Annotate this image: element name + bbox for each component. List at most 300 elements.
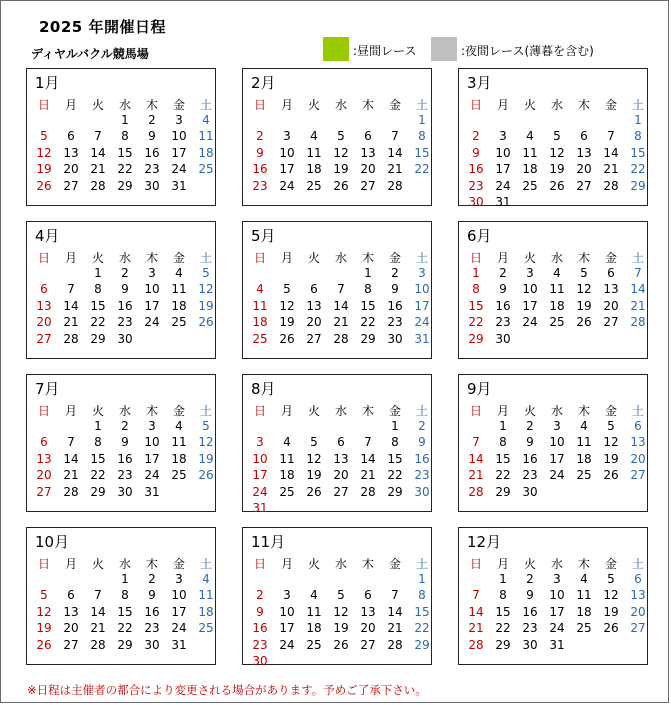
day-cell: 25 xyxy=(198,621,214,636)
month-calendar xyxy=(458,374,648,512)
day-cell: 7 xyxy=(391,588,399,603)
day-cell: 30 xyxy=(144,178,160,193)
day-cell: 28 xyxy=(63,331,79,346)
day-cell: 15 xyxy=(117,604,133,619)
weekday-header: 土 xyxy=(631,98,644,112)
day-cell: 21 xyxy=(333,315,349,330)
day-cell: 7 xyxy=(94,129,102,144)
day-cell: 6 xyxy=(67,129,75,144)
day-cell: 20 xyxy=(630,604,646,619)
weekday-header: 月 xyxy=(280,404,293,418)
day-cell: 19 xyxy=(603,604,619,619)
weekday-header: 水 xyxy=(334,98,347,112)
day-cell: 28 xyxy=(468,484,484,499)
day-cell: 31 xyxy=(144,484,160,499)
day-cell: 9 xyxy=(391,282,399,297)
day-cell: 21 xyxy=(468,468,484,483)
day-cell: 22 xyxy=(495,468,511,483)
day-cell: 7 xyxy=(67,282,75,297)
day-cell: 24 xyxy=(252,484,268,499)
day-cell: 24 xyxy=(171,621,187,636)
day-cell: 31 xyxy=(495,195,511,209)
day-cell: 28 xyxy=(90,178,106,193)
day-cell: 13 xyxy=(576,145,592,160)
day-cell: 29 xyxy=(468,331,484,346)
day-cell: 19 xyxy=(333,162,349,177)
day-cell: 5 xyxy=(202,419,210,433)
day-cell: 16 xyxy=(117,451,133,466)
weekday-header: 土 xyxy=(415,251,428,265)
weekday-header: 火 xyxy=(307,98,320,112)
day-cell: 26 xyxy=(576,315,592,330)
day-cell: 14 xyxy=(387,145,403,160)
day-cell: 30 xyxy=(117,331,133,346)
weekday-header: 月 xyxy=(64,404,77,418)
day-cell: 15 xyxy=(495,451,511,466)
weekday-header: 月 xyxy=(496,98,509,112)
month-title: 2月 xyxy=(251,74,276,92)
day-cell: 16 xyxy=(144,604,160,619)
day-cell: 19 xyxy=(549,162,565,177)
weekday-header: 水 xyxy=(334,404,347,418)
day-cell: 30 xyxy=(117,484,133,499)
weekday-header: 金 xyxy=(604,251,617,265)
day-cell: 3 xyxy=(148,266,156,280)
day-cell: 13 xyxy=(63,145,79,160)
weekday-header: 日 xyxy=(469,404,482,418)
day-cell: 8 xyxy=(121,588,129,603)
day-cell: 23 xyxy=(252,637,268,652)
day-cell: 4 xyxy=(580,419,588,433)
day-cell: 8 xyxy=(472,282,480,297)
day-cell: 25 xyxy=(171,315,187,330)
day-cell: 1 xyxy=(94,266,102,280)
day-cell: 14 xyxy=(63,298,79,313)
day-cell: 23 xyxy=(387,315,403,330)
night-race-swatch xyxy=(431,37,457,61)
day-cell: 30 xyxy=(522,484,538,499)
day-cell: 27 xyxy=(306,331,322,346)
day-cell: 3 xyxy=(553,572,561,586)
day-cell: 5 xyxy=(337,129,345,144)
day-cell: 6 xyxy=(310,282,318,297)
weekday-header: 金 xyxy=(388,98,401,112)
day-cell: 9 xyxy=(148,588,156,603)
month-calendar xyxy=(26,221,216,359)
weekday-header: 火 xyxy=(523,557,536,571)
day-cell: 29 xyxy=(90,331,106,346)
day-cell: 18 xyxy=(576,451,592,466)
day-cell: 9 xyxy=(499,282,507,297)
weekday-header: 木 xyxy=(145,98,158,112)
month-title: 8月 xyxy=(251,380,276,398)
day-cell: 27 xyxy=(36,484,52,499)
day-cell: 16 xyxy=(522,604,538,619)
weekday-header: 月 xyxy=(64,557,77,571)
day-cell: 4 xyxy=(310,129,318,144)
day-cell: 23 xyxy=(252,178,268,193)
day-cell: 17 xyxy=(279,621,295,636)
day-cell: 3 xyxy=(418,266,426,280)
day-cell: 11 xyxy=(279,451,295,466)
weekday-header: 火 xyxy=(307,404,320,418)
weekday-header: 土 xyxy=(199,404,212,418)
day-cell: 18 xyxy=(576,604,592,619)
weekday-header: 火 xyxy=(91,557,104,571)
day-cell: 22 xyxy=(414,621,430,636)
month-title: 6月 xyxy=(467,227,492,245)
day-cell: 12 xyxy=(576,282,592,297)
day-cell: 29 xyxy=(414,637,430,652)
day-cell: 16 xyxy=(495,298,511,313)
day-cell: 20 xyxy=(63,621,79,636)
day-cell: 4 xyxy=(283,435,291,450)
day-cell: 11 xyxy=(522,145,538,160)
day-race-label: :昼間レース xyxy=(353,44,417,58)
day-cell: 31 xyxy=(252,501,268,515)
day-cell: 17 xyxy=(171,604,187,619)
day-cell: 24 xyxy=(549,621,565,636)
day-cell: 25 xyxy=(171,468,187,483)
day-cell: 10 xyxy=(549,588,565,603)
day-cell: 1 xyxy=(418,572,426,586)
day-cell: 19 xyxy=(603,451,619,466)
month-calendar xyxy=(26,68,216,206)
day-cell: 15 xyxy=(360,298,376,313)
month-calendar xyxy=(242,221,432,359)
day-cell: 24 xyxy=(144,315,160,330)
day-cell: 20 xyxy=(360,162,376,177)
weekday-header: 火 xyxy=(523,404,536,418)
day-cell: 29 xyxy=(360,331,376,346)
day-cell: 10 xyxy=(279,604,295,619)
day-cell: 17 xyxy=(414,298,430,313)
day-cell: 2 xyxy=(499,266,507,280)
day-cell: 6 xyxy=(364,129,372,144)
day-cell: 14 xyxy=(360,451,376,466)
day-cell: 12 xyxy=(36,145,52,160)
month-title: 12月 xyxy=(467,533,502,551)
day-cell: 29 xyxy=(387,484,403,499)
day-cell: 1 xyxy=(499,572,507,586)
weekday-header: 木 xyxy=(145,404,158,418)
day-cell: 17 xyxy=(171,145,187,160)
day-cell: 18 xyxy=(171,451,187,466)
day-cell: 2 xyxy=(148,113,156,127)
day-cell: 9 xyxy=(256,145,264,160)
day-cell: 2 xyxy=(148,572,156,586)
day-cell: 28 xyxy=(387,178,403,193)
day-cell: 26 xyxy=(333,637,349,652)
weekday-header: 月 xyxy=(496,251,509,265)
day-cell: 11 xyxy=(306,604,322,619)
day-cell: 6 xyxy=(364,588,372,603)
day-cell: 30 xyxy=(468,195,484,209)
day-cell: 8 xyxy=(418,588,426,603)
day-cell: 29 xyxy=(630,178,646,193)
day-cell: 17 xyxy=(252,468,268,483)
day-cell: 19 xyxy=(576,298,592,313)
weekday-header: 金 xyxy=(172,404,185,418)
day-cell: 2 xyxy=(391,266,399,280)
day-cell: 18 xyxy=(306,621,322,636)
day-cell: 6 xyxy=(40,435,48,450)
day-cell: 19 xyxy=(306,468,322,483)
day-cell: 12 xyxy=(36,604,52,619)
day-cell: 30 xyxy=(414,484,430,499)
day-cell: 11 xyxy=(198,129,214,144)
day-cell: 11 xyxy=(576,435,592,450)
day-cell: 5 xyxy=(40,588,48,603)
day-cell: 14 xyxy=(387,604,403,619)
day-cell: 13 xyxy=(360,604,376,619)
day-cell: 27 xyxy=(360,178,376,193)
day-cell: 24 xyxy=(495,178,511,193)
day-cell: 21 xyxy=(387,162,403,177)
day-cell: 11 xyxy=(171,282,187,297)
day-cell: 2 xyxy=(121,266,129,280)
day-cell: 25 xyxy=(576,621,592,636)
day-cell: 16 xyxy=(522,451,538,466)
weekday-header: 火 xyxy=(307,251,320,265)
day-cell: 12 xyxy=(333,604,349,619)
day-cell: 26 xyxy=(198,468,214,483)
weekday-header: 土 xyxy=(415,404,428,418)
day-cell: 25 xyxy=(522,178,538,193)
day-cell: 5 xyxy=(553,129,561,144)
day-cell: 26 xyxy=(36,637,52,652)
day-cell: 19 xyxy=(333,621,349,636)
weekday-header: 木 xyxy=(577,251,590,265)
month-title: 9月 xyxy=(467,380,492,398)
day-cell: 19 xyxy=(36,621,52,636)
day-cell: 3 xyxy=(148,419,156,433)
day-cell: 22 xyxy=(468,315,484,330)
day-cell: 21 xyxy=(63,468,79,483)
day-cell: 31 xyxy=(414,331,430,346)
day-cell: 10 xyxy=(144,435,160,450)
day-cell: 22 xyxy=(117,621,133,636)
day-cell: 12 xyxy=(333,145,349,160)
weekday-header: 木 xyxy=(577,98,590,112)
day-cell: 16 xyxy=(414,451,430,466)
day-cell: 26 xyxy=(36,178,52,193)
day-cell: 28 xyxy=(333,331,349,346)
day-cell: 1 xyxy=(364,266,372,280)
day-cell: 14 xyxy=(63,451,79,466)
weekday-header: 水 xyxy=(550,404,563,418)
weekday-header: 日 xyxy=(469,98,482,112)
day-cell: 15 xyxy=(387,451,403,466)
day-cell: 31 xyxy=(171,637,187,652)
day-cell: 25 xyxy=(549,315,565,330)
day-cell: 23 xyxy=(414,468,430,483)
weekday-header: 月 xyxy=(64,98,77,112)
day-cell: 6 xyxy=(67,588,75,603)
day-cell: 15 xyxy=(414,145,430,160)
day-cell: 1 xyxy=(391,419,399,433)
day-cell: 26 xyxy=(603,621,619,636)
weekday-header: 土 xyxy=(199,557,212,571)
day-cell: 16 xyxy=(387,298,403,313)
day-cell: 28 xyxy=(630,315,646,330)
day-cell: 29 xyxy=(495,484,511,499)
day-cell: 21 xyxy=(90,162,106,177)
day-cell: 8 xyxy=(499,435,507,450)
day-cell: 1 xyxy=(121,113,129,127)
day-cell: 7 xyxy=(634,266,642,280)
day-cell: 13 xyxy=(36,451,52,466)
day-cell: 2 xyxy=(472,129,480,144)
day-cell: 11 xyxy=(252,298,268,313)
day-cell: 28 xyxy=(90,637,106,652)
day-cell: 19 xyxy=(198,451,214,466)
weekday-header: 木 xyxy=(361,98,374,112)
day-cell: 25 xyxy=(252,331,268,346)
day-cell: 9 xyxy=(526,588,534,603)
day-cell: 25 xyxy=(306,637,322,652)
day-cell: 6 xyxy=(607,266,615,280)
day-cell: 27 xyxy=(36,331,52,346)
day-cell: 30 xyxy=(495,331,511,346)
day-cell: 25 xyxy=(198,162,214,177)
day-cell: 3 xyxy=(526,266,534,280)
day-cell: 17 xyxy=(522,298,538,313)
day-cell: 4 xyxy=(553,266,561,280)
day-cell: 27 xyxy=(576,178,592,193)
day-cell: 17 xyxy=(144,298,160,313)
page-title: 2025 年開催日程 xyxy=(39,18,166,36)
day-cell: 12 xyxy=(279,298,295,313)
day-cell: 8 xyxy=(634,129,642,144)
day-cell: 7 xyxy=(67,435,75,450)
day-cell: 12 xyxy=(603,435,619,450)
day-cell: 14 xyxy=(468,451,484,466)
day-cell: 16 xyxy=(252,162,268,177)
day-cell: 5 xyxy=(607,419,615,433)
day-cell: 15 xyxy=(468,298,484,313)
day-cell: 12 xyxy=(603,588,619,603)
day-cell: 27 xyxy=(63,178,79,193)
day-cell: 22 xyxy=(387,468,403,483)
weekday-header: 日 xyxy=(37,404,50,418)
day-cell: 23 xyxy=(117,468,133,483)
day-cell: 18 xyxy=(252,315,268,330)
day-cell: 13 xyxy=(630,588,646,603)
weekday-header: 日 xyxy=(37,557,50,571)
day-cell: 21 xyxy=(387,621,403,636)
day-cell: 2 xyxy=(526,419,534,433)
day-cell: 10 xyxy=(252,451,268,466)
day-cell: 24 xyxy=(144,468,160,483)
day-cell: 20 xyxy=(306,315,322,330)
day-cell: 30 xyxy=(252,654,268,668)
day-cell: 20 xyxy=(63,162,79,177)
weekday-header: 日 xyxy=(469,251,482,265)
day-cell: 27 xyxy=(603,315,619,330)
day-cell: 8 xyxy=(499,588,507,603)
day-cell: 29 xyxy=(117,178,133,193)
month-title: 1月 xyxy=(35,74,60,92)
day-cell: 20 xyxy=(36,315,52,330)
day-cell: 23 xyxy=(522,621,538,636)
day-cell: 22 xyxy=(90,468,106,483)
weekday-header: 木 xyxy=(145,251,158,265)
day-cell: 31 xyxy=(549,637,565,652)
day-cell: 3 xyxy=(175,113,183,127)
day-cell: 10 xyxy=(414,282,430,297)
day-cell: 27 xyxy=(360,637,376,652)
day-cell: 18 xyxy=(306,162,322,177)
day-cell: 28 xyxy=(360,484,376,499)
day-cell: 24 xyxy=(549,468,565,483)
day-cell: 4 xyxy=(580,572,588,586)
day-cell: 28 xyxy=(387,637,403,652)
day-cell: 17 xyxy=(495,162,511,177)
day-cell: 5 xyxy=(283,282,291,297)
day-cell: 20 xyxy=(630,451,646,466)
day-cell: 21 xyxy=(630,298,646,313)
day-cell: 17 xyxy=(144,451,160,466)
day-cell: 26 xyxy=(333,178,349,193)
weekday-header: 月 xyxy=(496,404,509,418)
day-cell: 20 xyxy=(333,468,349,483)
day-cell: 2 xyxy=(121,419,129,433)
day-cell: 5 xyxy=(310,435,318,450)
day-cell: 12 xyxy=(198,435,214,450)
day-cell: 9 xyxy=(472,145,480,160)
day-cell: 15 xyxy=(90,451,106,466)
weekday-header: 日 xyxy=(37,98,50,112)
day-cell: 10 xyxy=(549,435,565,450)
day-cell: 24 xyxy=(414,315,430,330)
weekday-header: 火 xyxy=(91,98,104,112)
day-cell: 1 xyxy=(418,113,426,127)
day-cell: 5 xyxy=(607,572,615,586)
day-cell: 4 xyxy=(526,129,534,144)
month-calendar xyxy=(242,374,432,515)
day-cell: 13 xyxy=(63,604,79,619)
day-cell: 22 xyxy=(90,315,106,330)
day-cell: 3 xyxy=(553,419,561,433)
weekday-header: 火 xyxy=(307,557,320,571)
day-cell: 29 xyxy=(117,637,133,652)
month-title: 10月 xyxy=(35,533,70,551)
weekday-header: 月 xyxy=(280,557,293,571)
day-cell: 25 xyxy=(279,484,295,499)
day-cell: 22 xyxy=(414,162,430,177)
day-cell: 3 xyxy=(256,435,264,450)
day-cell: 22 xyxy=(630,162,646,177)
day-cell: 18 xyxy=(198,145,214,160)
day-cell: 14 xyxy=(90,604,106,619)
day-cell: 4 xyxy=(175,266,183,280)
day-cell: 20 xyxy=(576,162,592,177)
day-cell: 13 xyxy=(630,435,646,450)
day-cell: 10 xyxy=(279,145,295,160)
day-cell: 14 xyxy=(333,298,349,313)
month-title: 4月 xyxy=(35,227,60,245)
day-cell: 4 xyxy=(202,572,210,586)
weekday-header: 火 xyxy=(91,404,104,418)
month-calendar xyxy=(458,527,648,665)
day-cell: 8 xyxy=(364,282,372,297)
day-cell: 15 xyxy=(117,145,133,160)
weekday-header: 金 xyxy=(388,557,401,571)
day-cell: 12 xyxy=(306,451,322,466)
weekday-header: 火 xyxy=(523,98,536,112)
weekday-header: 金 xyxy=(388,404,401,418)
